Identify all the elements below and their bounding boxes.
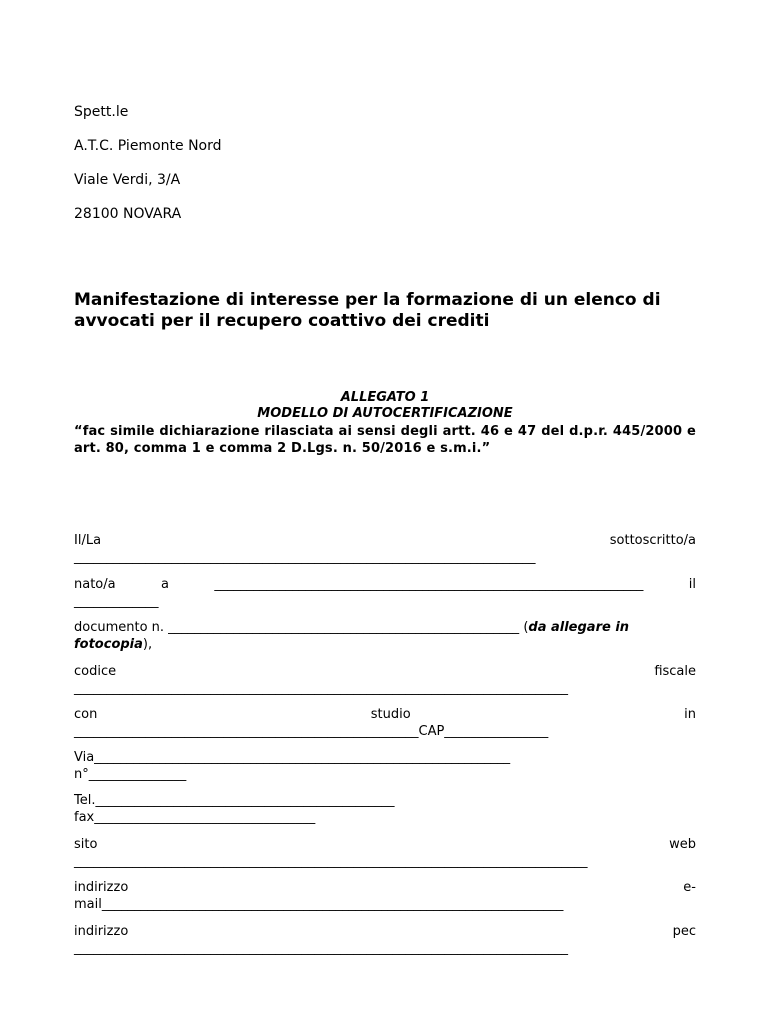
numero-blank[interactable]: n°_______________ — [74, 767, 187, 782]
documento-row — [74, 619, 696, 636]
sito-web-row — [74, 836, 696, 853]
email-row — [74, 879, 696, 896]
pec-row — [74, 923, 696, 940]
sito-web-blank[interactable]: _______________________________________________________________________________ — [74, 854, 588, 869]
name-blank[interactable]: _______________________________________________________________________ — [74, 550, 536, 565]
recipient-line-3: Viale Verdi, 3/A — [74, 172, 181, 188]
fax-blank[interactable]: fax__________________________________ — [74, 810, 316, 825]
studio-cap-blank[interactable]: _____________________________________________________CAP________________ — [74, 724, 549, 739]
recipient-line-2: A.T.C. Piemonte Nord — [74, 138, 222, 154]
codice-label: codice — [74, 664, 117, 679]
title-line-1: Manifestazione di interesse per la formazione di un elenco di — [74, 290, 661, 310]
in-label: in — [684, 707, 696, 722]
indirizzo-email-label: indirizzo — [74, 880, 129, 895]
fotocopia-text: fotocopia — [74, 637, 143, 652]
document-title — [74, 290, 696, 332]
pec-blank[interactable]: ____________________________________________________________________________ — [74, 941, 568, 956]
nato-label: nato/a — [74, 577, 116, 592]
codice-fiscale-blank[interactable]: ____________________________________________________________________________ — [74, 681, 568, 696]
con-label: con — [74, 707, 98, 722]
codice-fiscale-row — [74, 663, 696, 680]
sito-label: sito — [74, 837, 98, 852]
recipient-line-4: 28100 NOVARA — [74, 206, 182, 222]
birthplace-blank[interactable]: __________________________________________________________________ — [214, 577, 644, 592]
e-dash-label: e- — [683, 880, 696, 895]
sottoscritto-label: sottoscritto/a — [609, 533, 696, 548]
fotocopia-tail: ), — [142, 637, 153, 652]
allegato-quote: “fac simile dichiarazione rilasciata ai sensi degli artt. 46 e 47 del d.p.r. 445/2000 e art. 80, comma 1 e comma 2 D.Lgs. n. 50/2016 e s.m.i.” — [74, 424, 696, 456]
fiscale-label: fiscale — [654, 664, 696, 679]
recipient-line-1: Spett.le — [74, 104, 129, 120]
il-label: il — [688, 577, 696, 592]
il-la-row — [74, 532, 696, 549]
birthdate-blank[interactable]: _____________ — [74, 594, 159, 609]
documento-blank[interactable]: documento n. ______________________________________________________ ( — [74, 620, 529, 635]
allegato-heading: ALLEGATO 1 — [340, 390, 430, 405]
tel-blank[interactable]: Tel.______________________________________________ — [74, 793, 395, 808]
email-blank[interactable]: mail_______________________________________________________________________ — [74, 897, 564, 912]
a-label: a — [161, 577, 169, 592]
studio-label: studio — [370, 707, 411, 722]
indirizzo-pec-label: indirizzo — [74, 924, 129, 939]
il-la-label: Il/La — [74, 533, 102, 548]
nato-row — [74, 576, 696, 593]
fotocopia-row — [74, 636, 696, 653]
via-blank[interactable]: Via________________________________________________________________ — [74, 750, 511, 765]
pec-label: pec — [672, 924, 696, 939]
title-line-2: avvocati per il recupero coattivo dei crediti — [74, 311, 490, 331]
allegato-subheading: MODELLO DI AUTOCERTIFICAZIONE — [257, 406, 513, 421]
da-allegare-text: da allegare in — [528, 620, 630, 635]
studio-row — [74, 706, 696, 723]
web-label: web — [669, 837, 696, 852]
